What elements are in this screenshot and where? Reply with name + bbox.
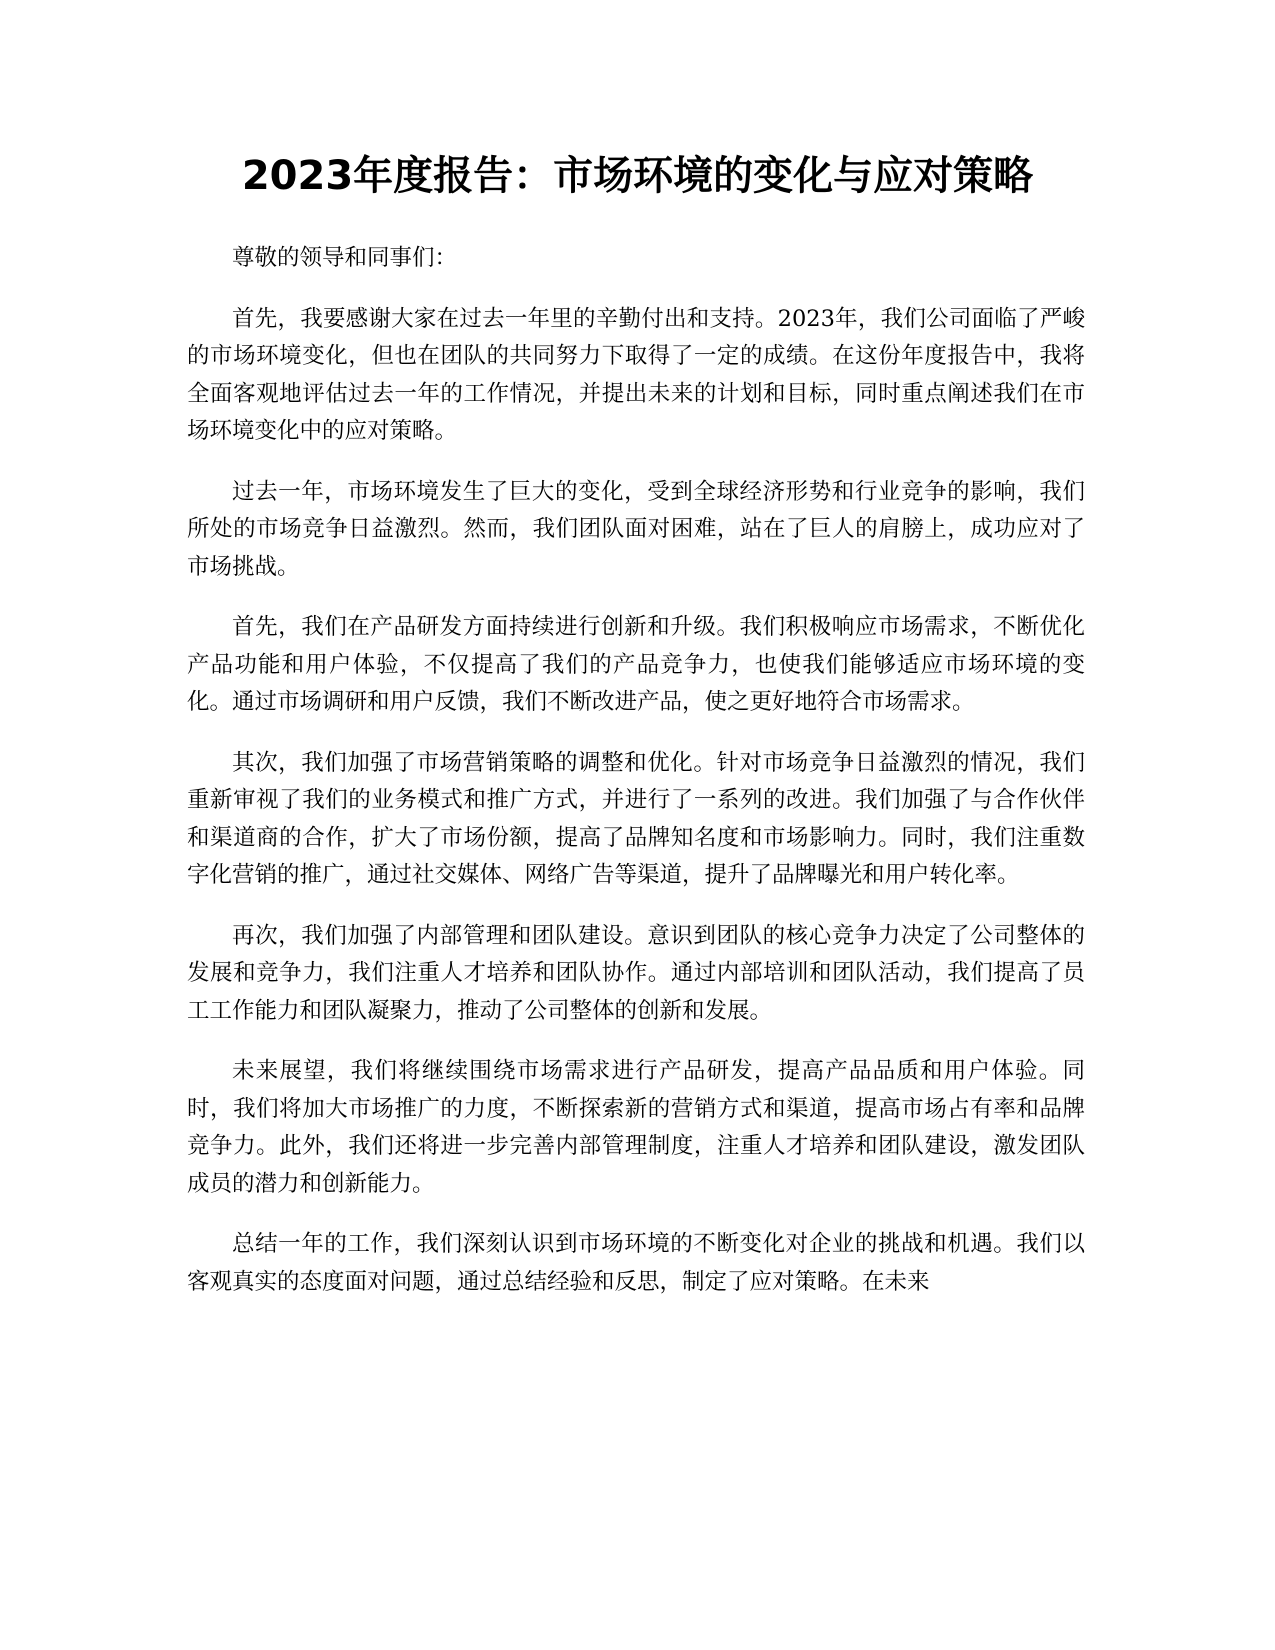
body-paragraph: 首先，我们在产品研发方面持续进行创新和升级。我们积极响应市场需求，不断优化产品功能和用户体验，不仅提高了我们的产品竞争力，也使我们能够适应市场环境的变化。通过市场调研和用户反馈，我们不断改进产品，使之更好地符合市场需求。: [187, 614, 1085, 715]
salutation-paragraph: 尊敬的领导和同事们：: [232, 245, 458, 271]
body-paragraph: 首先，我要感谢大家在过去一年里的辛勤付出和支持。2023年，我们公司面临了严峻的市场环境变化，但也在团队的共同努力下取得了一定的成绩。在这份年度报告中，我将全面客观地评估过去一年的工作情况，并提出未来的计划和目标，同时重点阐述我们在市场环境变化中的应对策略。: [187, 305, 1085, 444]
document-body: [187, 240, 1085, 1324]
body-paragraph: 总结一年的工作，我们深刻认识到市场环境的不断变化对企业的挑战和机遇。我们以客观真实的态度面对问题，通过总结经验和反思，制定了应对策略。在未来: [187, 1231, 1085, 1295]
document-title: 2023年度报告：市场环境的变化与应对策略: [241, 153, 1034, 199]
body-paragraph: 其次，我们加强了市场营销策略的调整和优化。针对市场竞争日益激烈的情况，我们重新审视了我们的业务模式和推广方式，并进行了一系列的改进。我们加强了与合作伙伴和渠道商的合作，扩大了市场份额，提高了品牌知名度和市场影响力。同时，我们注重数字化营销的推广，通过社交媒体、网络广告等渠道，提升了品牌曝光和用户转化率。: [187, 749, 1085, 888]
body-paragraph: 再次，我们加强了内部管理和团队建设。意识到团队的核心竞争力决定了公司整体的发展和竞争力，我们注重人才培养和团队协作。通过内部培训和团队活动，我们提高了员工工作能力和团队凝聚力，推动了公司整体的创新和发展。: [187, 922, 1085, 1024]
body-paragraph: 过去一年，市场环境发生了巨大的变化，受到全球经济形势和行业竞争的影响，我们所处的市场竞争日益激烈。然而，我们团队面对困难，站在了巨人的肩膀上，成功应对了市场挑战。: [187, 478, 1085, 580]
body-paragraph: 未来展望，我们将继续围绕市场需求进行产品研发，提高产品品质和用户体验。同时，我们将加大市场推广的力度，不断探索新的营销方式和渠道，提高市场占有率和品牌竞争力。此外，我们还将进一步完善内部管理制度，注重人才培养和团队建设，激发团队成员的潜力和创新能力。: [187, 1058, 1085, 1197]
